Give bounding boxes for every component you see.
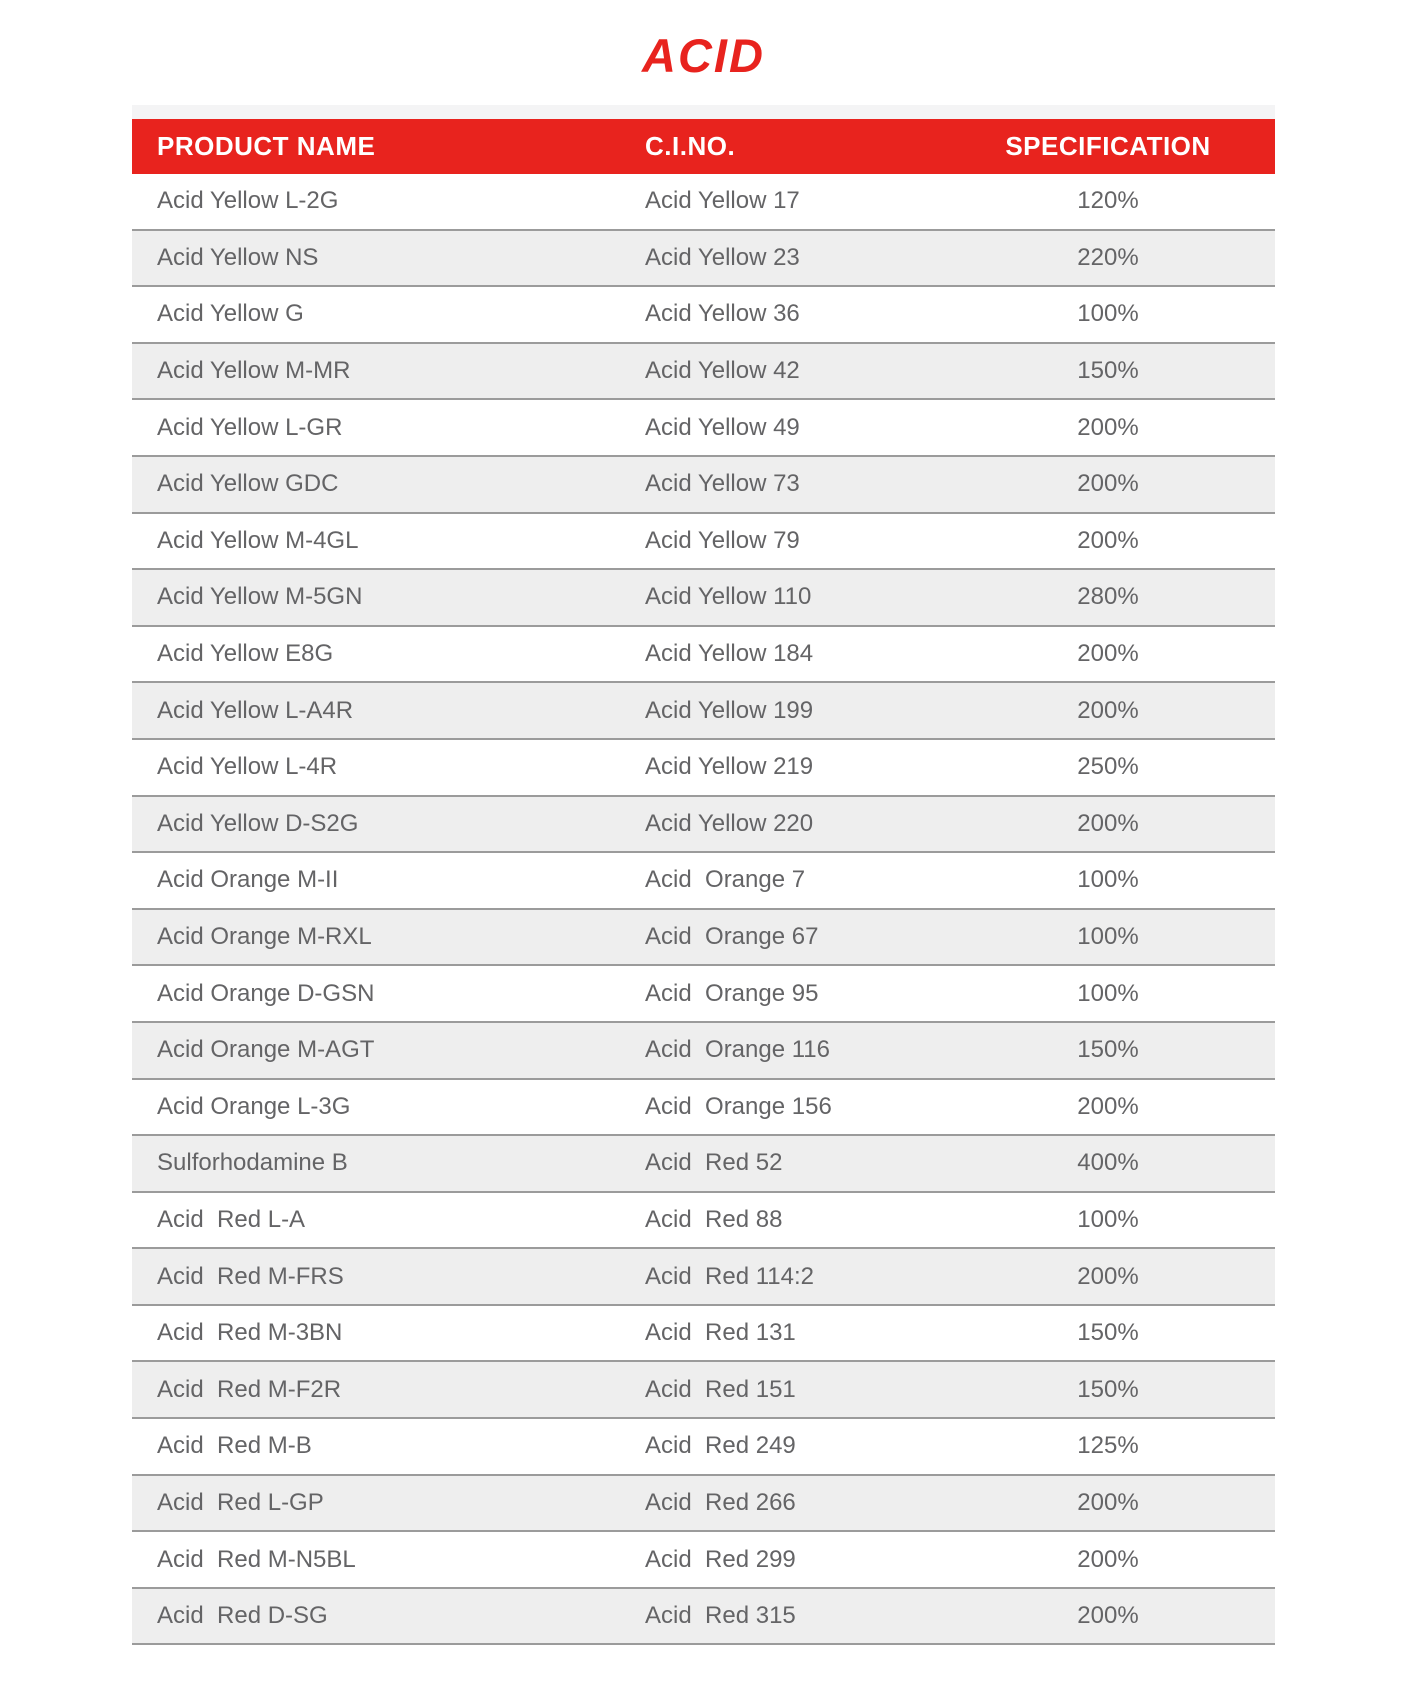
- ci-no-cell: Acid Yellow 219: [645, 753, 814, 781]
- product-name-cell: Acid Red M-F2R: [157, 1375, 342, 1403]
- specification-cell: 125%: [1077, 1432, 1139, 1460]
- product-name-cell: Acid Orange M-II: [157, 866, 339, 894]
- specification-cell: 200%: [1077, 1092, 1139, 1120]
- table-row: [132, 1306, 1275, 1363]
- ci-no-cell: Acid Yellow 110: [645, 583, 812, 611]
- product-name-cell: Acid Yellow NS: [157, 243, 319, 271]
- ci-no-cell: Acid Red 266: [645, 1488, 796, 1516]
- specification-cell: 220%: [1077, 243, 1139, 271]
- ci-no-cell: Acid Red 249: [645, 1432, 796, 1460]
- product-table: [132, 105, 1275, 1645]
- ci-no-cell: Acid Red 315: [645, 1602, 796, 1630]
- ci-no-cell: Acid Orange 156: [645, 1092, 832, 1120]
- table-body: [132, 174, 1275, 1645]
- product-name-cell: Acid Yellow M-5GN: [157, 583, 363, 611]
- ci-no-cell: Acid Yellow 17: [645, 187, 800, 215]
- product-name-cell: Acid Red M-3BN: [157, 1319, 343, 1347]
- ci-no-cell: Acid Yellow 220: [645, 809, 814, 837]
- table-row: [132, 1136, 1275, 1193]
- table-row: [132, 231, 1275, 288]
- specification-cell: 200%: [1077, 696, 1139, 724]
- ci-no-cell: Acid Yellow 49: [645, 413, 800, 441]
- ci-no-cell: Acid Yellow 184: [645, 640, 814, 668]
- product-name-cell: Acid Yellow L-4R: [157, 753, 338, 781]
- product-name-cell: Acid Yellow L-GR: [157, 413, 343, 441]
- product-name-cell: Acid Orange M-AGT: [157, 1036, 375, 1064]
- ci-no-cell: Acid Yellow 79: [645, 526, 800, 554]
- table-row: [132, 174, 1275, 231]
- product-name-cell: Acid Red M-N5BL: [157, 1545, 356, 1573]
- ci-no-cell: Acid Orange 95: [645, 979, 819, 1007]
- product-name-cell: Acid Yellow L-2G: [157, 187, 339, 215]
- ci-no-cell: Acid Red 52: [645, 1149, 783, 1177]
- ci-no-cell: Acid Yellow 73: [645, 470, 800, 498]
- product-name-cell: Acid Yellow G: [157, 300, 304, 328]
- ci-no-cell: Acid Red 299: [645, 1545, 796, 1573]
- specification-cell: 200%: [1077, 413, 1139, 441]
- table-row: [132, 1476, 1275, 1533]
- specification-cell: 200%: [1077, 640, 1139, 668]
- product-name-cell: Acid Yellow M-MR: [157, 357, 351, 385]
- specification-cell: 100%: [1077, 923, 1139, 951]
- specification-cell: 200%: [1077, 1262, 1139, 1290]
- table-row: [132, 797, 1275, 854]
- table-row: [132, 1023, 1275, 1080]
- ci-no-cell: Acid Orange 7: [645, 866, 806, 894]
- table-row: [132, 853, 1275, 910]
- specification-cell: 150%: [1077, 1319, 1139, 1347]
- product-name-cell: Acid Red L-GP: [157, 1488, 324, 1516]
- product-name-cell: Acid Yellow M-4GL: [157, 526, 359, 554]
- table-header-row: [132, 119, 1275, 174]
- specification-cell: 400%: [1077, 1149, 1139, 1177]
- product-name-cell: Acid Red D-SG: [157, 1602, 328, 1630]
- specification-cell: 150%: [1077, 1036, 1139, 1064]
- table-row: [132, 514, 1275, 571]
- specification-cell: 200%: [1077, 526, 1139, 554]
- table-row: [132, 344, 1275, 401]
- specification-cell: 100%: [1077, 1205, 1139, 1233]
- table-row: [132, 1419, 1275, 1476]
- ci-no-cell: Acid Red 131: [645, 1319, 796, 1347]
- table-row: [132, 1080, 1275, 1137]
- table-row: [132, 683, 1275, 740]
- table-row: [132, 1249, 1275, 1306]
- product-name-cell: Acid Orange M-RXL: [157, 923, 372, 951]
- product-name-cell: Acid Orange D-GSN: [157, 979, 375, 1007]
- ci-no-cell: Acid Yellow 199: [645, 696, 814, 724]
- column-header-product-name: PRODUCT NAME: [157, 131, 376, 161]
- product-name-cell: Acid Yellow GDC: [157, 470, 339, 498]
- ci-no-cell: Acid Yellow 36: [645, 300, 800, 328]
- product-name-cell: Acid Yellow E8G: [157, 640, 334, 668]
- ci-no-cell: Acid Orange 116: [645, 1036, 831, 1064]
- table-row: [132, 966, 1275, 1023]
- table-row: [132, 910, 1275, 967]
- product-name-cell: Acid Orange L-3G: [157, 1092, 351, 1120]
- product-name-cell: Acid Yellow D-S2G: [157, 809, 359, 837]
- specification-cell: 150%: [1077, 1375, 1139, 1403]
- product-name-cell: Acid Red L-A: [157, 1205, 306, 1233]
- specification-cell: 100%: [1077, 866, 1139, 894]
- ci-no-cell: Acid Yellow 42: [645, 357, 800, 385]
- table-row: [132, 1589, 1275, 1646]
- table-row: [132, 1362, 1275, 1419]
- table-row: [132, 400, 1275, 457]
- ci-no-cell: Acid Red 88: [645, 1205, 783, 1233]
- specification-cell: 100%: [1077, 300, 1139, 328]
- column-header-ci-no: C.I.NO.: [645, 131, 736, 161]
- table-row: [132, 1193, 1275, 1250]
- specification-cell: 250%: [1077, 753, 1139, 781]
- specification-cell: 150%: [1077, 357, 1139, 385]
- specification-cell: 200%: [1077, 1545, 1139, 1573]
- specification-cell: 200%: [1077, 1488, 1139, 1516]
- page-title: ACID: [642, 29, 765, 82]
- table-row: [132, 457, 1275, 514]
- header-top-strip: [132, 105, 1275, 119]
- ci-no-cell: Acid Yellow 23: [645, 243, 800, 271]
- product-name-cell: Acid Red M-FRS: [157, 1262, 344, 1290]
- table-row: [132, 287, 1275, 344]
- table-row: [132, 1532, 1275, 1589]
- table-row: [132, 570, 1275, 627]
- specification-cell: 280%: [1077, 583, 1139, 611]
- ci-no-cell: Acid Orange 67: [645, 923, 819, 951]
- ci-no-cell: Acid Red 151: [645, 1375, 796, 1403]
- specification-cell: 100%: [1077, 979, 1139, 1007]
- table-row: [132, 627, 1275, 684]
- table-row: [132, 740, 1275, 797]
- specification-cell: 120%: [1077, 187, 1139, 215]
- specification-cell: 200%: [1077, 470, 1139, 498]
- product-name-cell: Acid Yellow L-A4R: [157, 696, 354, 724]
- product-name-cell: Acid Red M-B: [157, 1432, 312, 1460]
- product-name-cell: Sulforhodamine B: [157, 1149, 348, 1177]
- specification-cell: 200%: [1077, 809, 1139, 837]
- specification-cell: 200%: [1077, 1602, 1139, 1630]
- ci-no-cell: Acid Red 114:2: [645, 1262, 814, 1290]
- column-header-specification: SPECIFICATION: [1005, 131, 1211, 161]
